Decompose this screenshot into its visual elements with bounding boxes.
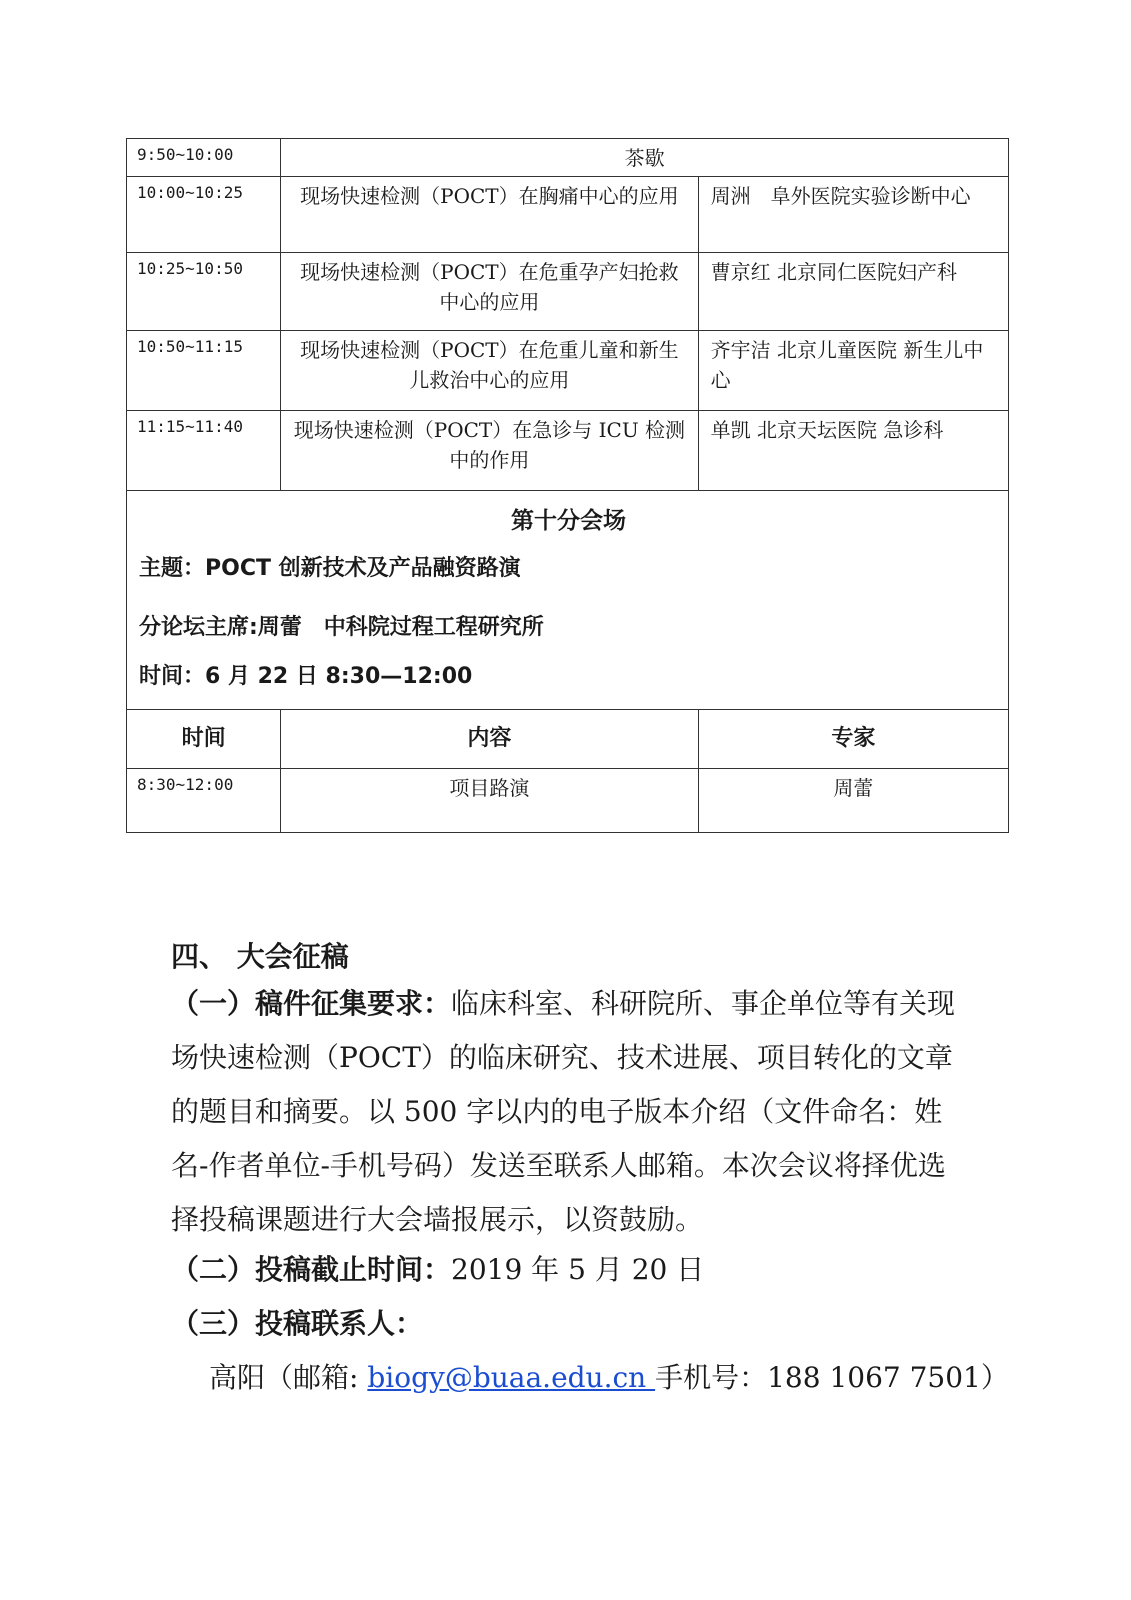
header-time: 时间 [127, 710, 281, 769]
time-cell: 11:15~11:40 [127, 411, 281, 491]
time-cell: 9:50~10:00 [127, 139, 281, 177]
content-cell: 现场快速检测（POCT）在急诊与 ICU 检测中的作用 [281, 411, 698, 491]
time-cell: 10:50~11:15 [127, 331, 281, 411]
session-title: 第十分会场 [511, 508, 626, 534]
section-heading: 四、 大会征稿 [171, 940, 349, 973]
contact-label: （三）投稿联系人： [171, 1307, 424, 1340]
header-expert: 专家 [698, 710, 1008, 769]
content-cell: 现场快速检测（POCT）在危重孕产妇抢救中心的应用 [281, 253, 698, 331]
time-cell: 10:00~10:25 [127, 177, 281, 253]
session-time: 时间：6 月 22 日 8:30—12:00 [139, 664, 473, 689]
table-row [127, 253, 1009, 331]
time-cell: 10:25~10:50 [127, 253, 281, 331]
deadline-line [171, 1248, 704, 1288]
table-row [127, 769, 1009, 833]
session-chair: 分论坛主席:周蕾 中科院过程工程研究所 [139, 615, 544, 640]
expert-cell: 周洲 阜外医院实验诊断中心 [698, 177, 1008, 253]
expert-cell: 单凯 北京天坛医院 急诊科 [698, 411, 1008, 491]
session-info [127, 491, 1009, 710]
contact-email-link[interactable]: biogy@buaa.edu.cn [367, 1361, 656, 1394]
table-row [127, 139, 1009, 177]
content-cell: 现场快速检测（POCT）在胸痛中心的应用 [281, 177, 698, 253]
session-info-row [127, 491, 1009, 710]
table-row [127, 331, 1009, 411]
content-cell: 项目路演 [281, 769, 698, 833]
submission-requirements [171, 977, 961, 1247]
table-row [127, 411, 1009, 491]
content-cell: 茶歇 [281, 139, 1009, 177]
contact-prefix: 高阳（邮箱: [209, 1361, 368, 1394]
expert-cell: 曹京红 北京同仁医院妇产科 [698, 253, 1008, 331]
schedule-table [126, 138, 1009, 833]
deadline-label: （二）投稿截止时间： [171, 1253, 452, 1286]
session-theme: 主题：POCT 创新技术及产品融资路演 [139, 556, 521, 581]
time-cell: 8:30~12:00 [127, 769, 281, 833]
expert-cell: 齐宇洁 北京儿童医院 新生儿中心 [698, 331, 1008, 411]
expert-cell: 周蕾 [698, 769, 1008, 833]
deadline-value: 2019 年 5 月 20 日 [451, 1253, 705, 1286]
table-row [127, 177, 1009, 253]
contact-line [209, 1356, 1009, 1396]
contact-suffix: 手机号：188 1067 7501） [655, 1361, 1009, 1394]
header-content: 内容 [281, 710, 698, 769]
requirements-label: （一）稿件征集要求： [171, 987, 452, 1020]
table-header-row [127, 710, 1009, 769]
requirements-text: 临床科室、科研院所、事企单位等有关现场快速检测（POCT）的临床研究、技术进展、项目转化的文章的题目和摘要。以 500 字以内的电子版本介绍（文件命名：姓名-作者单位-手机号码）发送至联系人邮箱。本次会议将择优选择投稿课题进行大会墙报展示，以资鼓励。 [171, 987, 956, 1236]
content-cell: 现场快速检测（POCT）在危重儿童和新生儿救治中心的应用 [281, 331, 698, 411]
